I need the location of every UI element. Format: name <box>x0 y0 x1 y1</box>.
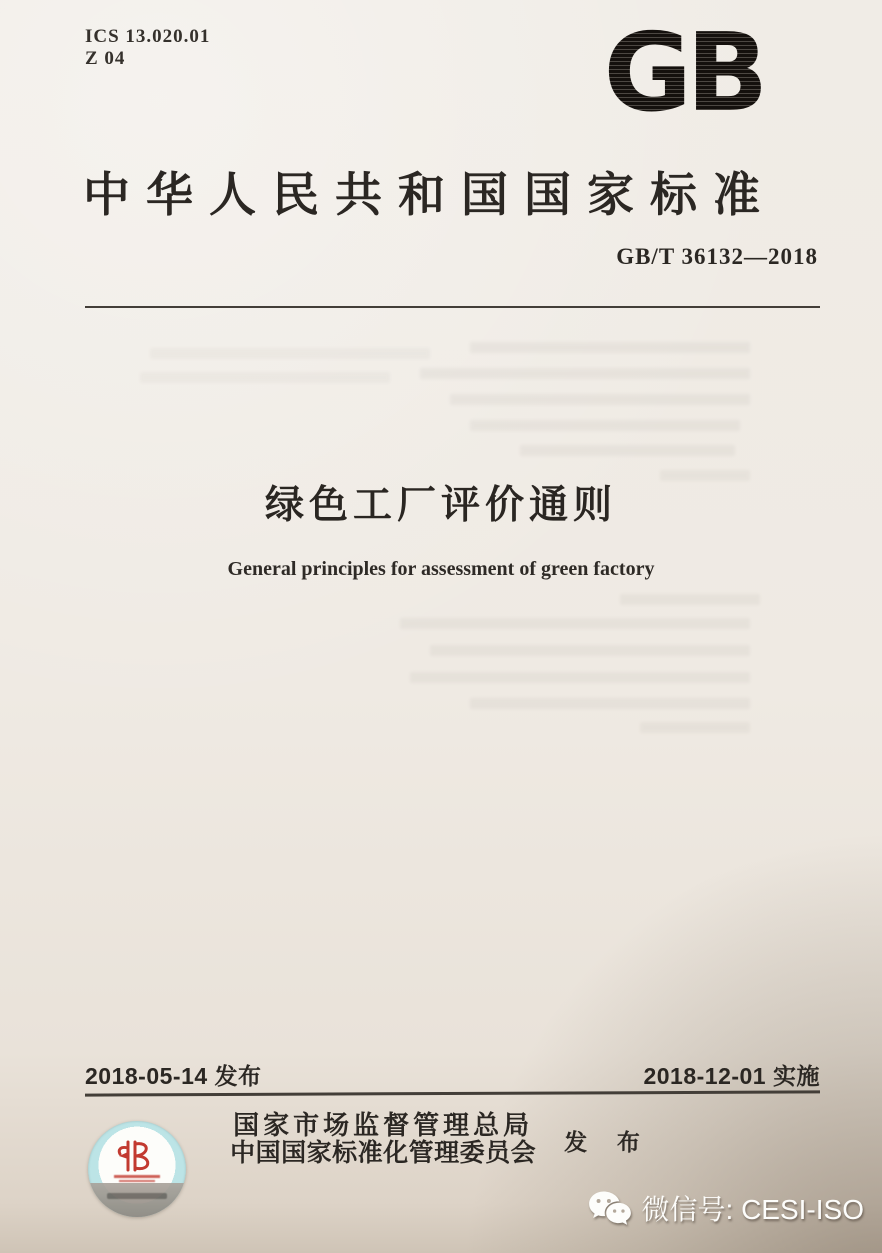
wechat-id-label: 微信号: CESI-ISO <box>641 1194 864 1225</box>
header-divider <box>85 306 820 308</box>
sticker-fine-print <box>114 1175 160 1178</box>
date-row <box>85 1058 820 1091</box>
authority-line2: 中国国家标准化管理委员会 <box>230 1140 537 1167</box>
document-title-en: General principles for assessment of green factory <box>227 558 655 580</box>
national-standard-title: 中华人民共和国国家标准 <box>83 170 776 222</box>
ccs-code: Z 04 <box>85 48 126 69</box>
standard-number: GB/T 36132—2018 <box>616 244 818 269</box>
authority-names <box>230 1112 536 1168</box>
ics-classification <box>85 26 210 70</box>
anti-counterfeit-sticker <box>88 1121 186 1217</box>
wechat-watermark <box>588 1188 864 1228</box>
implementation-date: 2018-12-01 实施 <box>643 1063 820 1089</box>
issue-date: 2018-05-14 发布 <box>85 1063 262 1089</box>
wechat-icon <box>588 1190 632 1226</box>
footer-divider <box>85 1090 820 1096</box>
document-title-cn: 绿色工厂评价通则 <box>264 483 617 528</box>
sticker-emblem-icon <box>112 1138 162 1174</box>
ics-code: ICS 13.020.01 <box>85 26 211 47</box>
gb-logo-icon: GB <box>583 22 783 132</box>
publish-label: 发 布 <box>564 1129 652 1155</box>
sticker-fine-print <box>119 1180 155 1182</box>
sticker-scratch-area <box>88 1183 186 1217</box>
authority-line1: 国家市场监督管理总局 <box>233 1111 534 1140</box>
